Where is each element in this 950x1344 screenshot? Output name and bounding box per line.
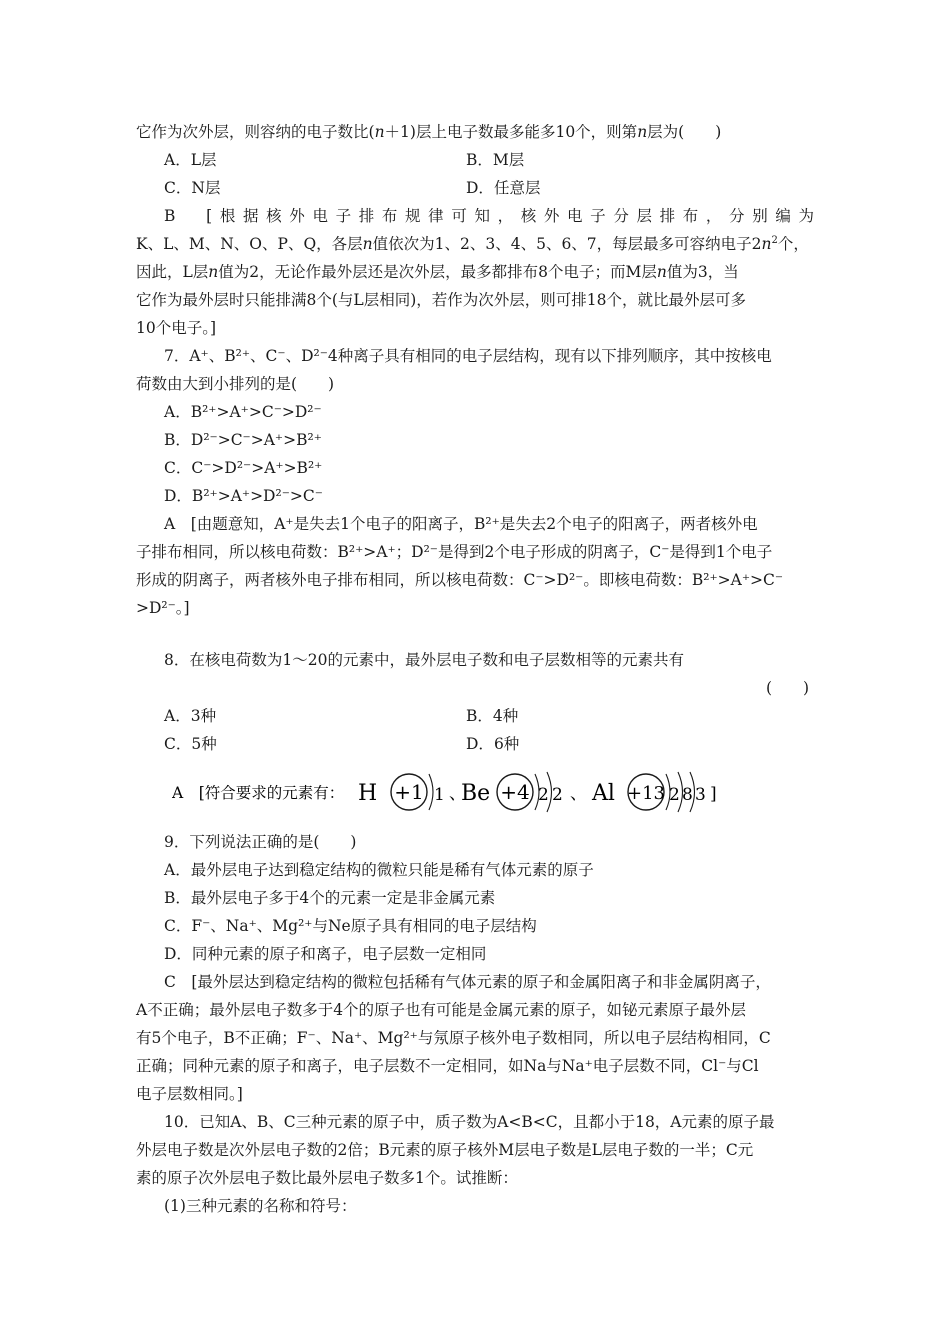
shell-count-be-2: 2	[552, 785, 563, 805]
q8-answer-blank: ( )	[766, 679, 810, 697]
q9-answer-line2: A不正确；最外层电子数多于4个的原子也有可能是金属元素的原子，如铋元素原子最外层	[136, 1001, 747, 1019]
q9-answer-line3: 有5个电子，B不正确；F⁻、Na⁺、Mg²⁺与氖原子核外电子数相同，所以电子层结构相同，C	[136, 1029, 771, 1047]
shell-arc-h-1	[429, 774, 433, 810]
q8-option-c: C．5种	[164, 735, 217, 753]
q10-stem-line1: 10．已知A、B、C三种元素的原子中，质子数为A<B<C，且都小于18，A元素的原子最	[164, 1113, 775, 1131]
q8-answer-atom-diagrams	[172, 770, 732, 818]
atom-symbol-al: Al	[592, 781, 615, 806]
q6-answer-line5: 10个电子。]	[136, 319, 217, 337]
nucleus-charge-be: +4	[500, 780, 530, 804]
q7-option-c: C．C⁻>D²⁻>A⁺>B²⁺	[164, 459, 323, 477]
q8-answer-suffix: ]	[710, 784, 717, 804]
q10-sub1: (1)三种元素的名称和符号：	[164, 1197, 357, 1215]
q9-option-c: C．F⁻、Na⁺、Mg²⁺与Ne原子具有相同的电子层结构	[164, 917, 537, 935]
q9-option-b: B．最外层电子多于4个的元素一定是非金属元素	[164, 889, 496, 907]
q9-option-d: D．同种元素的原子和离子，电子层数一定相同	[164, 945, 487, 963]
shell-count-al-3: 3	[695, 785, 706, 805]
q7-stem-line1: 7．A⁺、B²⁺、C⁻、D²⁻4种离子具有相同的电子层结构，现有以下排列顺序，其中按核电	[164, 347, 772, 365]
separator-1: 、	[449, 784, 466, 804]
q10-stem-line2: 外层电子数是次外层电子数的2倍；B元素的原子核外M层电子数是L层电子数的一半；C元	[136, 1141, 754, 1159]
q6-option-a: A．L层	[164, 151, 217, 169]
q7-answer-line3: 形成的阴离子，两者核外电子排布相同，所以核电荷数：C⁻>D²⁻。即核电荷数：B²⁺>A⁺>C⁻	[136, 571, 784, 589]
shell-count-al-1: 2	[669, 785, 680, 805]
shell-count-al-2: 8	[682, 785, 693, 805]
q8-option-a: A．3种	[164, 707, 217, 725]
nucleus-charge-h: +1	[394, 780, 424, 804]
q6-answer-line2: K、L、M、N、O、P、Q，各层n值依次为1、2、3、4、5、6、7，每层最多可容纳电子$2n^2$个，	[136, 235, 809, 253]
q9-answer-line5: 电子层数相同。]	[136, 1085, 243, 1103]
q6-option-c: C．N层	[164, 179, 221, 197]
q7-answer-line4: >D²⁻。]	[136, 599, 190, 617]
q7-answer-line1: A [由题意知，A⁺是失去1个电子的阳离子，B²⁺是失去2个电子的阳离子，两者核外电	[164, 515, 758, 533]
nucleus-charge-al: +13	[627, 783, 665, 804]
q6-answer-line3: 因此，L层n值为2，无论作最外层还是次外层，最多都排布8个电子；而M层n值为3，当	[136, 263, 739, 281]
q6-stem-tail: 它作为次外层，则容纳的电子数比(n＋1)层上电子数最多能多10个，则第n层为( )	[136, 123, 722, 141]
q6-option-d: D．任意层	[466, 179, 541, 197]
atom-symbol-h: H	[358, 781, 378, 806]
atom-structure-diagrams	[172, 770, 732, 818]
q7-answer-line2: 子排布相同，所以核电荷数：B²⁺>A⁺；D²⁻是得到2个电子形成的阴离子，C⁻是得到1个电子	[136, 543, 773, 561]
q8-answer-prefix: A [符合要求的元素有：	[172, 784, 345, 802]
q9-option-a: A．最外层电子达到稳定结构的微粒只能是稀有气体元素的原子	[164, 861, 594, 879]
q7-stem-line2: 荷数由大到小排列的是( )	[136, 375, 335, 393]
q7-option-b: B．D²⁻>C⁻>A⁺>B²⁺	[164, 431, 322, 449]
q9-stem: 9．下列说法正确的是( )	[164, 833, 357, 851]
q10-stem-line3: 素的原子次外层电子数比最外层电子数多1个。试推断：	[136, 1169, 518, 1187]
shell-count-h-1: 1	[434, 785, 445, 805]
shell-count-be-1: 2	[538, 785, 549, 805]
separator-2: 、	[570, 784, 587, 804]
q8-stem: 8．在核电荷数为1～20的元素中，最外层电子数和电子层数相等的元素共有	[164, 651, 684, 669]
q7-option-a: A．B²⁺>A⁺>C⁻>D²⁻	[164, 403, 322, 421]
q8-option-b: B．4种	[466, 707, 519, 725]
q9-answer-line1: C [最外层达到稳定结构的微粒包括稀有气体元素的原子和金属阳离子和非金属阴离子，	[164, 973, 771, 991]
q6-answer-line4: 它作为最外层时只能排满8个(与L层相同)，若作为次外层，则可排18个，就比最外层可多	[136, 291, 746, 309]
q6-answer-line1: B [根据核外电子排布规律可知，核外电子分层排布，分别编为	[164, 207, 814, 225]
q6-option-b: B．M层	[466, 151, 525, 169]
atom-symbol-be: Be	[461, 781, 491, 806]
q9-answer-line4: 正确；同种元素的原子和离子，电子层数不一定相同，如Na与Na⁺电子层数不同，Cl⁻与Cl	[136, 1057, 759, 1075]
q8-option-d: D．6种	[466, 735, 520, 753]
q7-option-d: D．B²⁺>A⁺>D²⁻>C⁻	[164, 487, 323, 505]
